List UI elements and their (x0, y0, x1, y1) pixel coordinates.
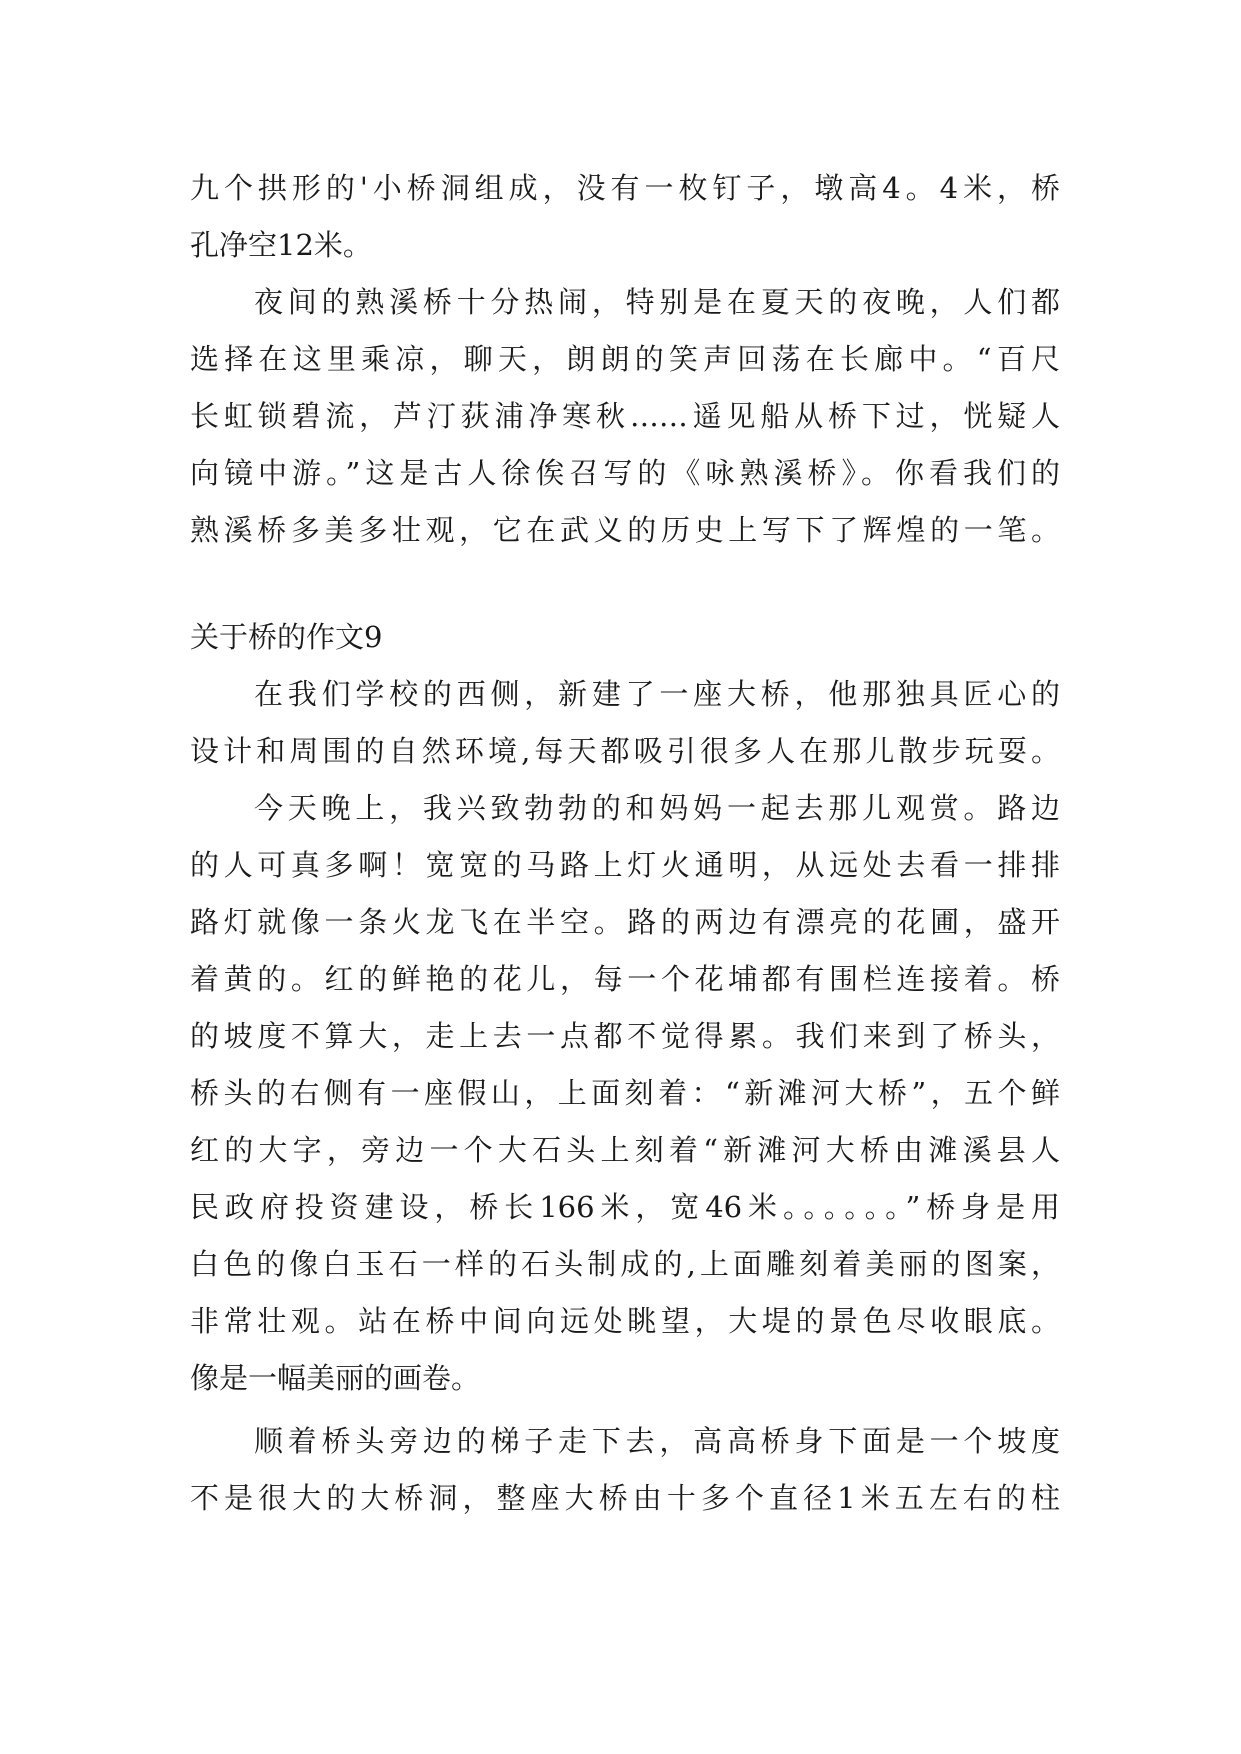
text-line: 的人可真多啊！宽宽的马路上灯火通明，从远处去看一排排 (190, 848, 1060, 882)
text-line: 顺着桥头旁边的梯子走下去，高高桥身下面是一个坡度 (254, 1424, 1060, 1458)
section-gap (190, 559, 1060, 609)
text-line: 桥头的右侧有一座假山，上面刻着：“新滩河大桥”，五个鲜 (190, 1076, 1060, 1110)
text-line: 九个拱形的'小桥洞组成，没有一枚钉子，墩高4。4米，桥 (190, 171, 1060, 205)
text-line: 长虹锁碧流，芦汀荻浦净寒秋……遥见船从桥下过，恍疑人 (190, 399, 1060, 433)
section-title: 关于桥的作文9 (190, 620, 383, 654)
text-line: 的坡度不算大，走上去一点都不觉得累。我们来到了桥头， (190, 1019, 1060, 1053)
text-line: 孔净空12米。 (190, 228, 372, 262)
text-line: 设计和周围的自然环境,每天都吸引很多人在那儿散步玩耍。 (190, 734, 1060, 768)
text-line: 民政府投资建设，桥长166米，宽46米。。。。。。”桥身是用 (190, 1190, 1060, 1224)
text-line: 白色的像白玉石一样的石头制成的,上面雕刻着美丽的图案， (190, 1247, 1060, 1281)
text-line: 选择在这里乘凉，聊天，朗朗的笑声回荡在长廊中。“百尺 (190, 342, 1060, 376)
paragraph (190, 274, 1060, 559)
document-body (190, 160, 1060, 1527)
text-line: 非常壮观。站在桥中间向远处眺望，大堤的景色尽收眼底。 (190, 1304, 1060, 1338)
text-line: 像是一幅美丽的画卷。 (190, 1361, 481, 1395)
text-line: 向镜中游。”这是古人徐俟召写的《咏熟溪桥》。你看我们的 (190, 456, 1060, 490)
text-line: 夜间的熟溪桥十分热闹，特别是在夏天的夜晚，人们都 (254, 285, 1060, 319)
text-line: 红的大字，旁边一个大石头上刻着“新滩河大桥由滩溪县人 (190, 1133, 1060, 1167)
text-line: 路灯就像一条火龙飞在半空。路的两边有漂亮的花圃，盛开 (190, 905, 1060, 939)
text-line: 熟溪桥多美多壮观，它在武义的历史上写下了辉煌的一笔。 (190, 513, 1060, 547)
text-line: 着黄的。红的鲜艳的花儿，每一个花埔都有围栏连接着。桥 (190, 962, 1060, 996)
text-line: 在我们学校的西侧，新建了一座大桥，他那独具匠心的 (254, 677, 1060, 711)
paragraph (190, 1413, 1060, 1527)
paragraph (190, 666, 1060, 780)
text-line: 不是很大的大桥洞，整座大桥由十多个直径1米五左右的柱 (190, 1481, 1060, 1515)
paragraph (190, 780, 1060, 1407)
text-line: 今天晚上，我兴致勃勃的和妈妈一起去那儿观赏。路边 (254, 791, 1060, 825)
paragraph (190, 160, 1060, 274)
